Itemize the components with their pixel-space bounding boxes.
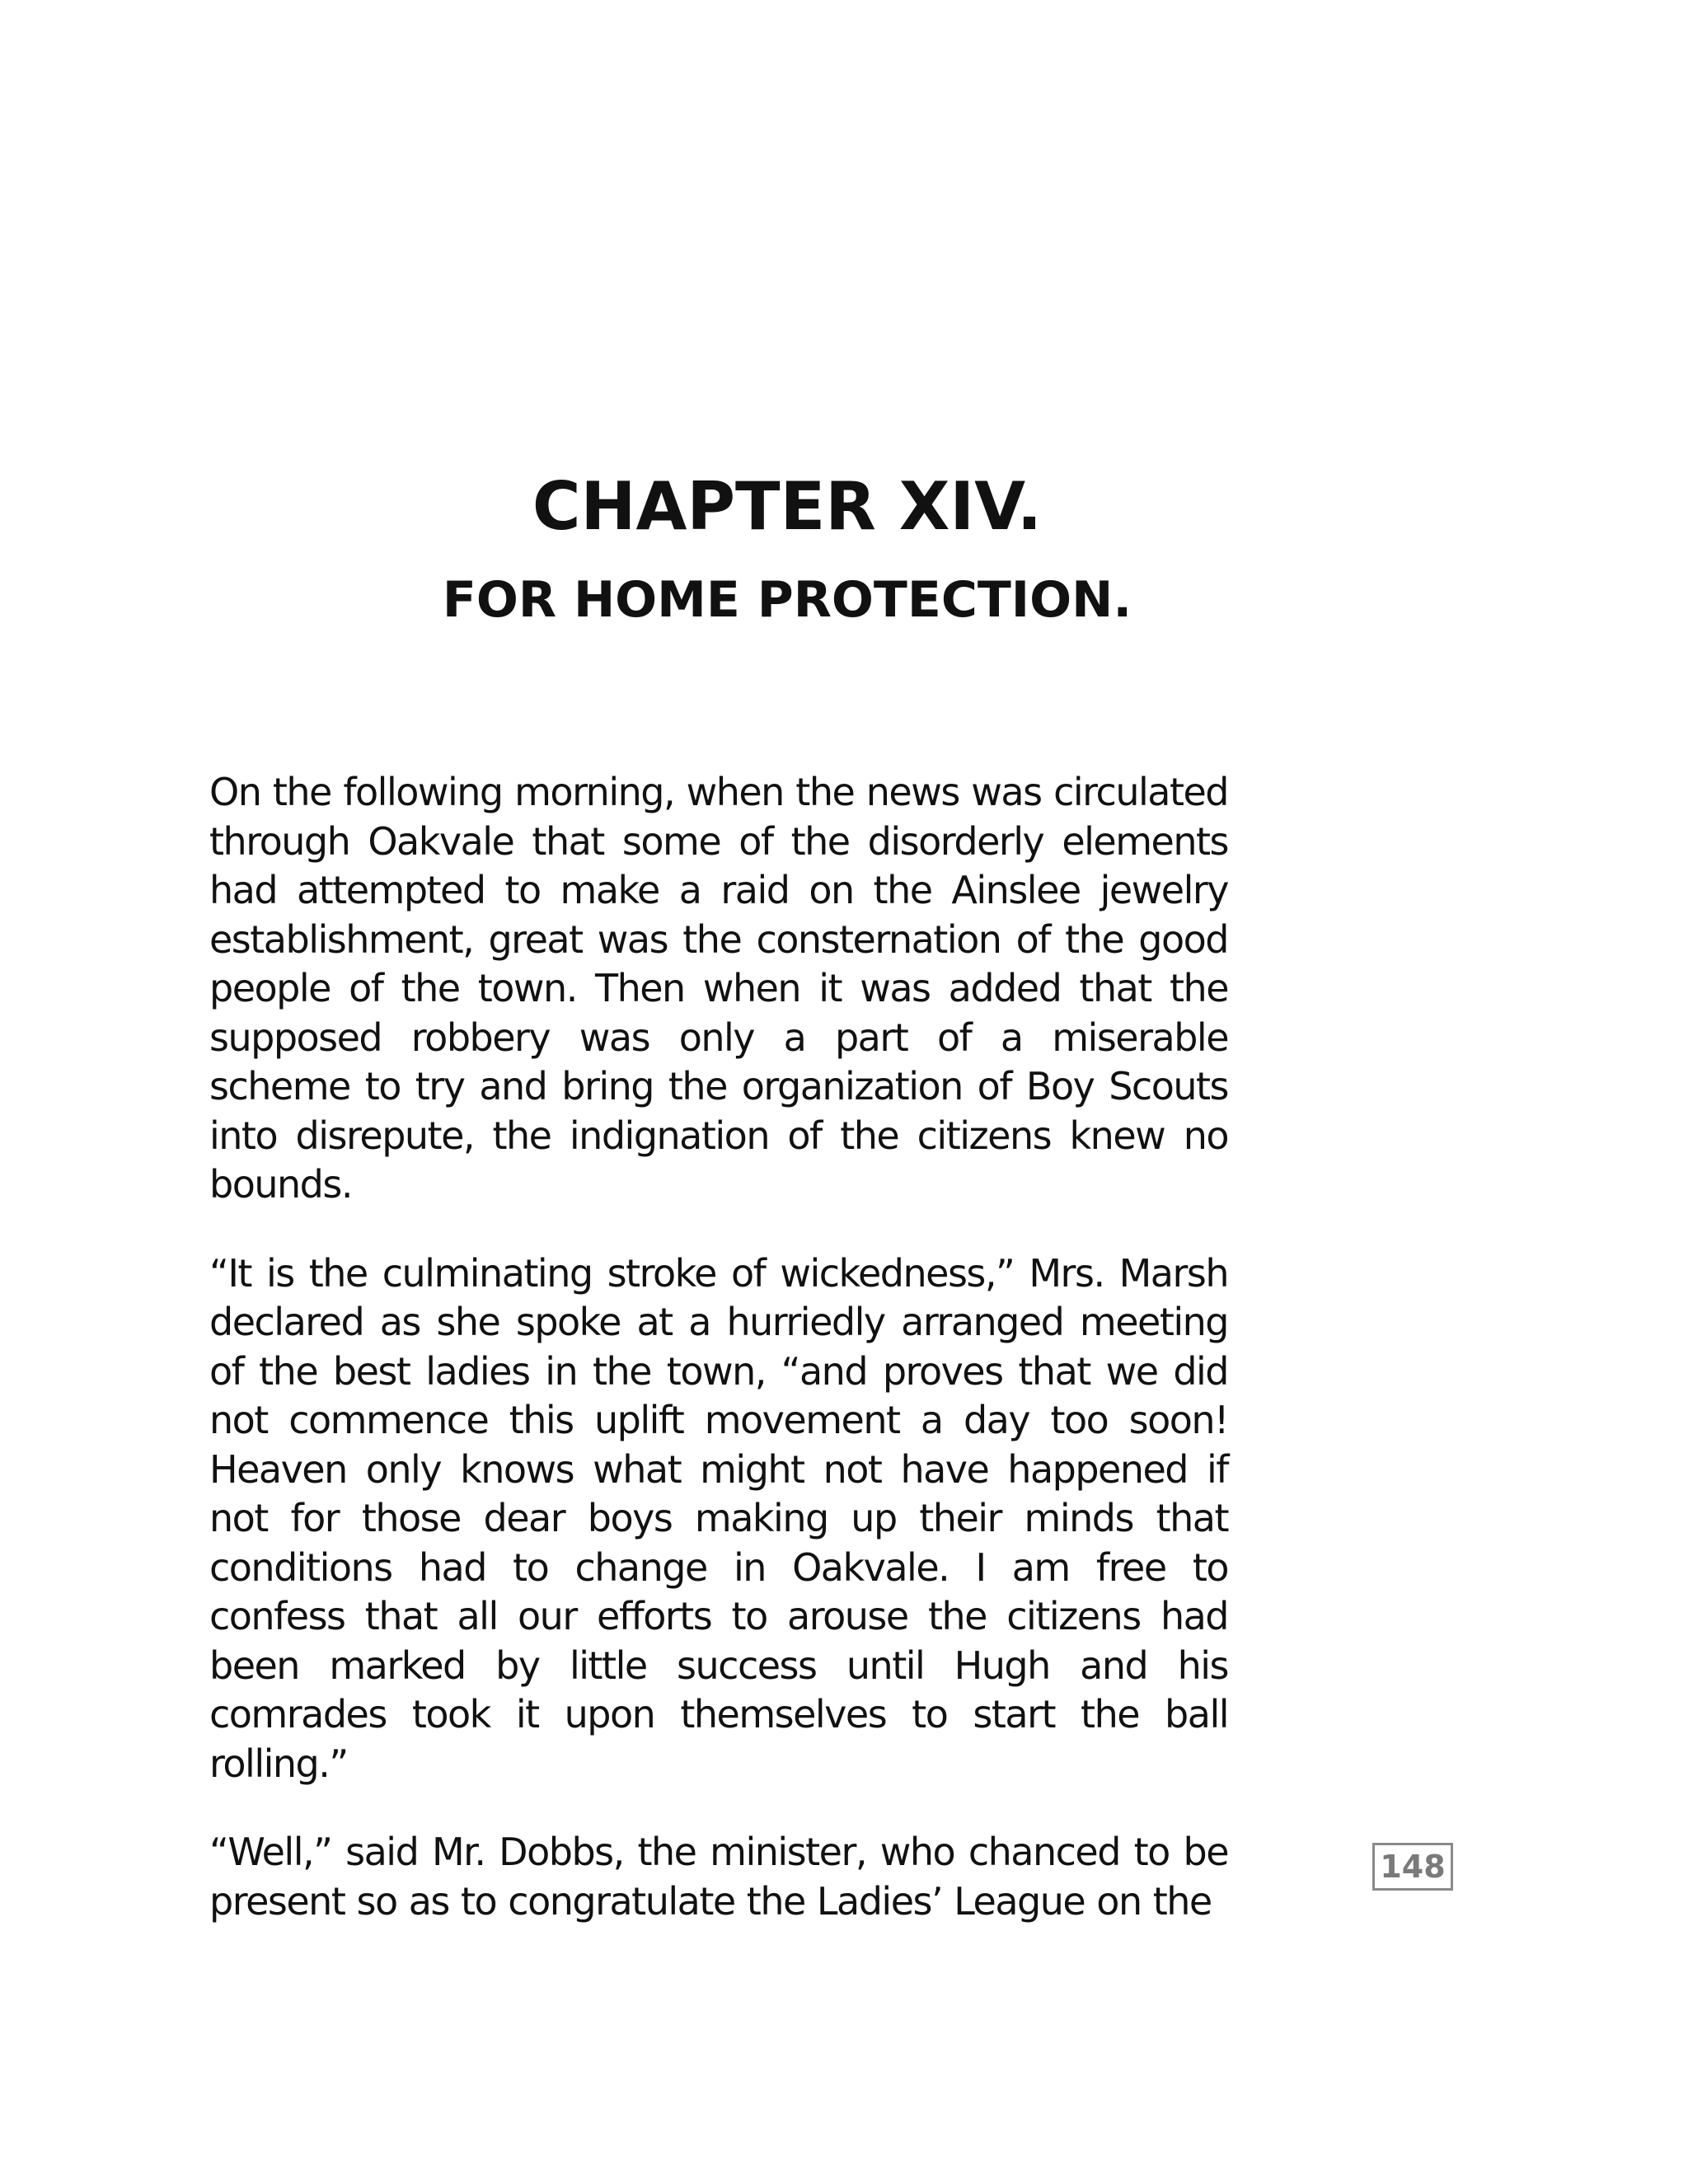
chapter-title: CHAPTER XIV. [532,468,1043,545]
paragraph: On the following morning, when the news was circulated through Oakvale that some of the disorderly elements had attempted to make a raid on the Ainslee jewelry establishment, great was the consternation of the good people of the town. Then when it was added that the supposed robbery was only a part of a miserable scheme to try and bring the organization of Boy Scouts into disrepute, the indignation of the citizens knew no bounds. [209,770,1228,1207]
paragraph: “Well,” said Mr. Dobbs, the minister, who chanced to be present so as to congratulate the Ladies’ League on the [209,1830,1228,1924]
page-number: 148 [1372,1843,1453,1891]
body-text [209,768,1228,1966]
chapter-subtitle: FOR HOME PROTECTION. [442,571,1132,629]
paragraph: “It is the culminating stroke of wickedness,” Mrs. Marsh declared as she spoke at a hurriedly arranged meeting of the best ladies in the town, “and proves that we did not commence this uplift movement a day too soon! Heaven only knows what might not have happened if not for those dear boys making up their minds that conditions had to change in Oakvale. I am free to confess that all our efforts to arouse the citizens had been marked by little success until Hugh and his comrades took it upon themselves to start the ball rolling.” [209,1250,1228,1786]
